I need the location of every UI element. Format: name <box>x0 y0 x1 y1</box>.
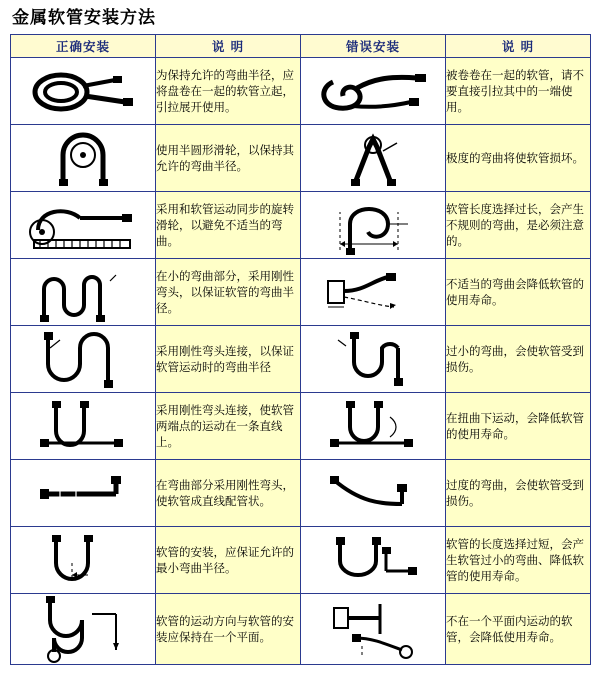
rigid-elbow-connection-figure <box>11 328 155 390</box>
excessive-bend-figure <box>301 468 445 518</box>
correct-desc-cell: 采用刚性弯头连接，使软管两端点的运动在一条直线上。 <box>156 393 301 460</box>
correct-desc-cell: 为保持允许的弯曲半径，应将盘卷在一起的软管立起，引拉展开使用。 <box>156 58 301 125</box>
hose-installation-table <box>10 34 591 665</box>
wrong-figure-cell <box>301 527 446 594</box>
torsion-motion-figure <box>301 397 445 455</box>
correct-figure-cell <box>11 125 156 192</box>
wrong-desc-cell: 在扭曲下运动，会降低软管的使用寿命。 <box>446 393 591 460</box>
header-wrong-install: 错误安装 <box>301 35 446 58</box>
table-row <box>11 58 591 125</box>
correct-figure-cell <box>11 393 156 460</box>
wrong-figure-cell <box>301 259 446 326</box>
correct-desc-cell: 使用半圆形滑轮，以保持其允许的弯曲半径。 <box>156 125 301 192</box>
table-row <box>11 594 591 665</box>
wrong-desc-cell: 软管的长度选择过短，会产生软管过小的弯曲、降低软管的使用寿命。 <box>446 527 591 594</box>
sharp-bend-sheave-figure <box>301 129 445 187</box>
wrong-figure-cell <box>301 393 446 460</box>
correct-desc-cell: 软管的运动方向与软管的安装应保持在一个平面。 <box>156 594 301 665</box>
too-short-length-figure <box>301 531 445 589</box>
wrong-figure-cell <box>301 125 446 192</box>
wrong-figure-cell <box>301 326 446 393</box>
correct-figure-cell <box>11 259 156 326</box>
wrong-desc-cell: 极度的弯曲将使软管损坏。 <box>446 125 591 192</box>
rotating-sheave-chain-figure <box>11 196 155 254</box>
coiled-hose-upright-figure <box>11 62 155 120</box>
rigid-elbow-straight-line-figure <box>11 397 155 455</box>
table-row <box>11 192 591 259</box>
too-small-bend-figure <box>301 330 445 388</box>
wrong-desc-cell: 过小的弯曲，会使软管受到损伤。 <box>446 326 591 393</box>
wrong-figure-cell <box>301 460 446 527</box>
irregular-long-hose-figure <box>301 194 445 256</box>
header-correct-install: 正确安装 <box>11 35 156 58</box>
correct-figure-cell <box>11 527 156 594</box>
correct-figure-cell <box>11 58 156 125</box>
correct-desc-cell: 采用刚性弯头连接，以保证软管运动时的弯曲半径 <box>156 326 301 393</box>
wrong-desc-cell: 过度的弯曲，会使软管受到损伤。 <box>446 460 591 527</box>
correct-desc-cell: 在弯曲部分采用刚性弯头，使软管成直线配管状。 <box>156 460 301 527</box>
table-row <box>11 326 591 393</box>
wrong-desc-cell: 软管长度选择过长，会产生不规则的弯曲，是必须注意的。 <box>446 192 591 259</box>
rigid-bend-small-radius-figure <box>11 261 155 323</box>
semicircular-sheave-figure <box>11 129 155 187</box>
header-correct-desc: 说 明 <box>156 35 301 58</box>
correct-figure-cell <box>11 594 156 665</box>
out-of-plane-motion-figure <box>301 594 445 664</box>
wrong-desc-cell: 不在一个平面内运动的软管，会降低使用寿命。 <box>446 594 591 665</box>
correct-desc-cell: 在小的弯曲部分，采用刚性弯头，以保证软管的弯曲半径。 <box>156 259 301 326</box>
wrong-figure-cell <box>301 58 446 125</box>
table-row <box>11 393 591 460</box>
wrong-figure-cell <box>301 594 446 665</box>
table-row <box>11 460 591 527</box>
minimum-bend-radius-figure <box>11 531 155 589</box>
correct-figure-cell <box>11 326 156 393</box>
wrong-desc-cell: 不适当的弯曲会降低软管的使用寿命。 <box>446 259 591 326</box>
table-row <box>11 259 591 326</box>
coiled-hose-pulled-figure <box>301 62 445 120</box>
header-wrong-desc: 说 明 <box>446 35 591 58</box>
correct-figure-cell <box>11 192 156 259</box>
table-row <box>11 125 591 192</box>
improper-bend-shorten-life-figure <box>301 263 445 321</box>
same-plane-motion-figure <box>11 594 155 664</box>
table-body <box>11 58 591 665</box>
wrong-desc-cell: 被卷卷在一起的软管，请不要直接引拉其中的一端使用。 <box>446 58 591 125</box>
rigid-elbow-straight-piping-figure <box>11 468 155 518</box>
correct-desc-cell: 软管的安装，应保证允许的最小弯曲半径。 <box>156 527 301 594</box>
page-title: 金属软管安装方法 <box>12 8 156 28</box>
correct-desc-cell: 采用和软管运动同步的旋转滑轮，以避免不适当的弯曲。 <box>156 192 301 259</box>
table-header-row <box>11 35 591 58</box>
correct-figure-cell <box>11 460 156 527</box>
table-row <box>11 527 591 594</box>
wrong-figure-cell <box>301 192 446 259</box>
